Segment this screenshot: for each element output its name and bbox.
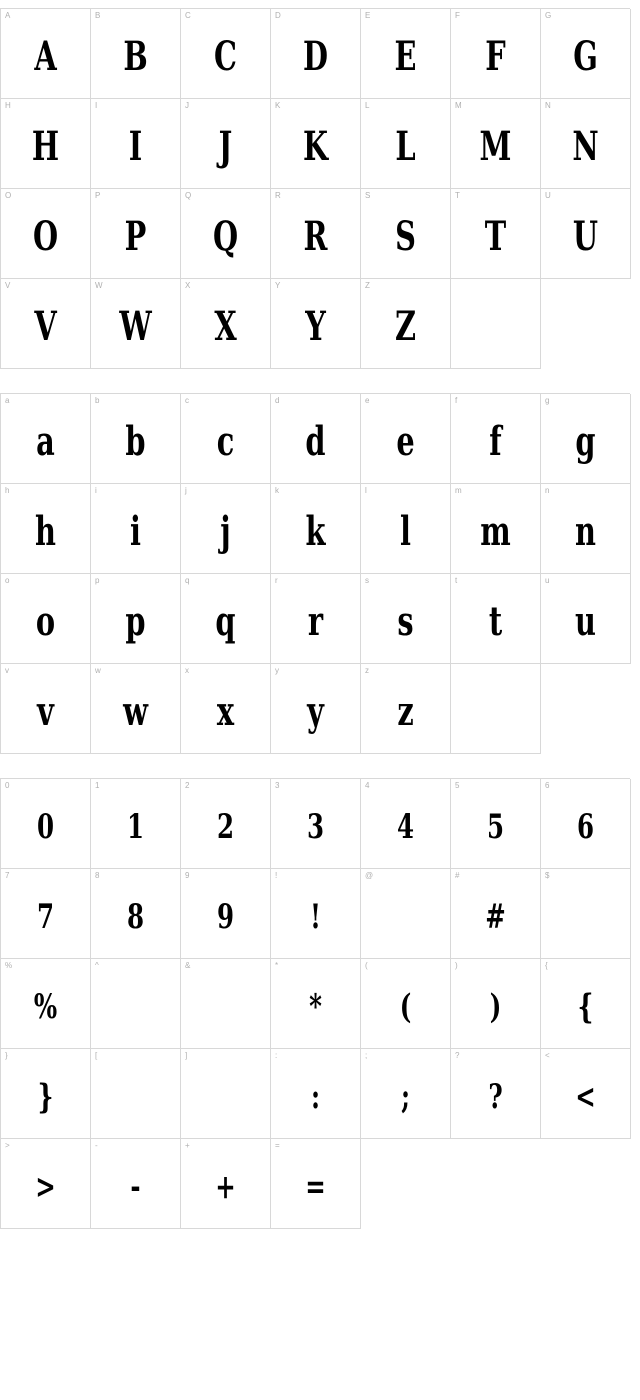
glyph-grid	[0, 778, 630, 1229]
glyph-cell-label: L	[365, 101, 370, 110]
glyph-cell-label: ?	[455, 1051, 460, 1060]
glyph-cell-label: r	[275, 576, 278, 585]
glyph-sections	[0, 8, 640, 1229]
glyph-cell[interactable]	[541, 574, 631, 664]
glyph-cell-character: 2	[216, 806, 235, 847]
glyph-cell-character: :	[310, 1076, 321, 1117]
glyph-cell-character: S	[395, 213, 416, 260]
section-gap	[0, 369, 640, 393]
glyph-cell[interactable]	[91, 484, 181, 574]
glyph-cell-character: f	[489, 418, 502, 465]
glyph-cell-character: e	[396, 418, 415, 465]
glyph-cell-label: A	[5, 11, 11, 20]
glyph-cell-character	[463, 279, 527, 368]
glyph-cell-character: 9	[216, 896, 235, 937]
glyph-cell-character	[193, 959, 257, 1048]
glyph-cell-label: p	[95, 576, 100, 585]
glyph-cell[interactable]	[181, 394, 271, 484]
glyph-cell-label: o	[5, 576, 10, 585]
glyph-cell-character: j	[220, 508, 231, 555]
glyph-cell-character: Y	[305, 303, 326, 350]
glyph-cell[interactable]	[451, 574, 541, 664]
glyph-cell-label: (	[365, 961, 368, 970]
glyph-cell[interactable]	[361, 1049, 451, 1139]
glyph-cell-label: 3	[275, 781, 280, 790]
glyph-cell-label: t	[455, 576, 458, 585]
glyph-cell[interactable]	[1, 189, 91, 279]
glyph-cell-character: %	[33, 986, 58, 1027]
glyph-cell-character: X	[214, 303, 237, 350]
glyph-cell-character: i	[130, 508, 141, 555]
glyph-cell-character: <	[575, 1076, 596, 1117]
glyph-cell-label: 2	[185, 781, 190, 790]
glyph-cell-label: 4	[365, 781, 370, 790]
glyph-cell[interactable]	[1, 779, 91, 869]
glyph-cell-label: K	[275, 101, 281, 110]
glyph-cell-label: D	[275, 11, 281, 20]
glyph-cell-character: H	[31, 123, 60, 170]
glyph-cell-label: ]	[185, 1051, 188, 1060]
grid-cell-blank	[541, 1139, 631, 1229]
glyph-cell[interactable]	[271, 869, 361, 959]
glyph-cell-character: Z	[394, 303, 417, 350]
glyph-section-digits-and-symbols	[0, 778, 640, 1229]
glyph-cell-label: 9	[185, 871, 190, 880]
glyph-cell[interactable]	[91, 394, 181, 484]
glyph-cell-label: j	[185, 486, 187, 495]
glyph-cell-character: -	[130, 1166, 141, 1207]
glyph-cell[interactable]	[181, 484, 271, 574]
glyph-cell-character: s	[397, 598, 414, 645]
glyph-cell[interactable]	[271, 664, 361, 754]
glyph-cell[interactable]	[1, 484, 91, 574]
glyph-cell-character: *	[309, 986, 322, 1027]
glyph-cell-label: Y	[275, 281, 281, 290]
glyph-cell[interactable]	[181, 869, 271, 959]
glyph-cell-label: v	[5, 666, 9, 675]
glyph-cell-character: I	[128, 123, 143, 170]
glyph-cell[interactable]	[181, 189, 271, 279]
glyph-cell-character: ;	[400, 1076, 411, 1117]
glyph-cell-character: D	[303, 33, 328, 80]
glyph-cell-character: r	[307, 598, 324, 645]
glyph-cell[interactable]	[91, 779, 181, 869]
glyph-cell[interactable]	[91, 664, 181, 754]
glyph-cell-character	[193, 1049, 257, 1138]
glyph-cell[interactable]	[271, 959, 361, 1049]
glyph-cell-label: T	[455, 191, 460, 200]
glyph-cell-character: M	[479, 123, 512, 170]
glyph-cell[interactable]	[541, 1049, 631, 1139]
glyph-cell-character: W	[119, 303, 152, 350]
glyph-cell-label: !	[275, 871, 278, 880]
glyph-cell-character: T	[484, 213, 507, 260]
glyph-cell-label: M	[455, 101, 462, 110]
glyph-cell-label: u	[545, 576, 550, 585]
glyph-cell-character: c	[216, 418, 235, 465]
glyph-cell[interactable]	[91, 99, 181, 189]
glyph-cell-character: (	[399, 986, 412, 1027]
glyph-cell[interactable]	[91, 189, 181, 279]
glyph-cell[interactable]	[361, 394, 451, 484]
glyph-cell[interactable]	[361, 189, 451, 279]
glyph-cell-label: N	[545, 101, 551, 110]
glyph-cell-character: 1	[126, 806, 145, 847]
glyph-cell[interactable]	[361, 99, 451, 189]
glyph-cell[interactable]	[1, 869, 91, 959]
glyph-cell-character: G	[573, 33, 598, 80]
glyph-cell-label: w	[95, 666, 101, 675]
glyph-cell[interactable]	[541, 484, 631, 574]
glyph-cell[interactable]	[451, 189, 541, 279]
glyph-cell[interactable]	[181, 279, 271, 369]
glyph-cell[interactable]	[451, 664, 541, 754]
glyph-cell[interactable]	[361, 279, 451, 369]
glyph-cell[interactable]	[91, 1049, 181, 1139]
glyph-cell-character: R	[303, 213, 328, 260]
glyph-cell-character	[103, 1049, 167, 1138]
glyph-cell-label: %	[5, 961, 13, 970]
glyph-cell-character: y	[307, 688, 324, 735]
glyph-cell-character: n	[575, 508, 596, 555]
glyph-cell-label: 5	[455, 781, 460, 790]
glyph-cell-label: @	[365, 871, 374, 880]
glyph-cell-character: ?	[488, 1076, 503, 1117]
grid-cell-blank	[361, 1139, 451, 1229]
glyph-cell-character: 6	[576, 806, 595, 847]
glyph-cell[interactable]	[361, 574, 451, 664]
glyph-cell-label: n	[545, 486, 550, 495]
glyph-cell-character: O	[32, 213, 59, 260]
glyph-cell[interactable]	[91, 574, 181, 664]
glyph-cell[interactable]	[181, 779, 271, 869]
glyph-cell[interactable]	[91, 1139, 181, 1229]
glyph-cell[interactable]	[361, 484, 451, 574]
glyph-cell-character: L	[395, 123, 416, 170]
glyph-cell-label: x	[185, 666, 189, 675]
glyph-cell-label: c	[185, 396, 189, 405]
glyph-cell-character: P	[124, 213, 147, 260]
glyph-cell[interactable]	[1, 1139, 91, 1229]
glyph-cell-label: 1	[95, 781, 100, 790]
grid-cell-blank	[541, 279, 631, 369]
glyph-cell[interactable]	[91, 869, 181, 959]
glyph-cell-character: 8	[126, 896, 145, 937]
glyph-cell-label: =	[275, 1141, 280, 1150]
glyph-cell[interactable]	[541, 394, 631, 484]
glyph-cell[interactable]	[361, 869, 451, 959]
glyph-cell-label: G	[545, 11, 552, 20]
glyph-cell-label: 0	[5, 781, 10, 790]
glyph-cell-character: z	[397, 688, 414, 735]
glyph-cell-character: k	[305, 508, 326, 555]
glyph-cell-character	[103, 959, 167, 1048]
glyph-cell-character: g	[575, 418, 596, 465]
glyph-cell-character: 0	[36, 806, 55, 847]
glyph-cell-character: w	[123, 688, 148, 735]
section-gap	[0, 754, 640, 778]
glyph-cell-character: }	[37, 1076, 54, 1117]
glyph-cell[interactable]	[541, 779, 631, 869]
glyph-cell-character: a	[36, 418, 55, 465]
glyph-cell-character	[553, 869, 617, 958]
glyph-cell[interactable]	[181, 574, 271, 664]
glyph-cell-label: $	[545, 871, 550, 880]
glyph-cell[interactable]	[451, 99, 541, 189]
glyph-cell-character: V	[34, 303, 57, 350]
glyph-cell[interactable]	[1, 664, 91, 754]
glyph-cell-label: F	[455, 11, 460, 20]
glyph-cell-label: [	[95, 1051, 98, 1060]
glyph-cell-character: J	[218, 123, 233, 170]
glyph-grid	[0, 8, 630, 369]
glyph-cell-character: u	[575, 598, 596, 645]
glyph-cell-label: a	[5, 396, 10, 405]
glyph-cell-character: >	[35, 1166, 56, 1207]
glyph-cell[interactable]	[271, 279, 361, 369]
glyph-cell[interactable]	[451, 959, 541, 1049]
glyph-cell-label: q	[185, 576, 190, 585]
glyph-cell[interactable]	[361, 9, 451, 99]
glyph-cell-label: -	[95, 1141, 98, 1150]
glyph-cell-label: P	[95, 191, 101, 200]
glyph-cell-label: }	[5, 1051, 8, 1060]
glyph-cell-label: )	[455, 961, 458, 970]
glyph-cell-label: J	[185, 101, 189, 110]
glyph-cell-character: 5	[486, 806, 505, 847]
glyph-cell-label: Q	[185, 191, 192, 200]
glyph-cell[interactable]	[1, 279, 91, 369]
glyph-cell-label: R	[275, 191, 281, 200]
glyph-cell[interactable]	[361, 959, 451, 1049]
glyph-cell-character: x	[216, 688, 235, 735]
glyph-cell[interactable]	[271, 9, 361, 99]
glyph-cell-character	[373, 869, 437, 958]
glyph-cell-label: ^	[95, 961, 99, 970]
glyph-cell-label: +	[185, 1141, 190, 1150]
glyph-cell-label: W	[95, 281, 103, 290]
grid-cell-blank	[541, 664, 631, 754]
glyph-cell-character: v	[37, 688, 54, 735]
glyph-cell-label: 6	[545, 781, 550, 790]
glyph-cell[interactable]	[271, 99, 361, 189]
glyph-cell-character: t	[488, 598, 503, 645]
glyph-cell[interactable]	[541, 189, 631, 279]
glyph-cell-character: U	[572, 213, 599, 260]
glyph-cell[interactable]	[91, 279, 181, 369]
glyph-cell-label: B	[95, 11, 101, 20]
glyph-cell[interactable]	[271, 574, 361, 664]
glyph-cell[interactable]	[451, 779, 541, 869]
glyph-cell[interactable]	[451, 279, 541, 369]
glyph-cell[interactable]	[91, 9, 181, 99]
glyph-cell-label: e	[365, 396, 370, 405]
glyph-cell-character: !	[310, 896, 321, 937]
glyph-cell[interactable]	[451, 869, 541, 959]
glyph-cell-character: C	[214, 33, 237, 80]
glyph-cell-character: q	[215, 598, 236, 645]
glyph-cell[interactable]	[541, 959, 631, 1049]
glyph-cell-label: C	[185, 11, 191, 20]
glyph-cell-label: s	[365, 576, 369, 585]
glyph-cell[interactable]	[271, 1049, 361, 1139]
glyph-cell-label: m	[455, 486, 462, 495]
glyph-cell[interactable]	[541, 9, 631, 99]
glyph-cell-label: ;	[365, 1051, 368, 1060]
glyph-cell[interactable]	[181, 99, 271, 189]
glyph-cell-label: E	[365, 11, 371, 20]
glyph-cell[interactable]	[271, 484, 361, 574]
glyph-cell-character: K	[302, 123, 329, 170]
glyph-cell[interactable]	[271, 779, 361, 869]
glyph-cell-character: N	[572, 123, 599, 170]
glyph-cell[interactable]	[181, 1139, 271, 1229]
glyph-cell-label: #	[455, 871, 460, 880]
glyph-cell-character: )	[489, 986, 502, 1027]
glyph-cell-character: =	[305, 1166, 326, 1207]
glyph-cell-label: :	[275, 1051, 278, 1060]
glyph-cell-label: U	[545, 191, 551, 200]
glyph-cell-character: d	[305, 418, 326, 465]
glyph-cell-label: &	[185, 961, 191, 970]
glyph-cell-character: B	[123, 33, 148, 80]
glyph-cell[interactable]	[1, 959, 91, 1049]
glyph-cell-character: b	[125, 418, 146, 465]
glyph-section-uppercase	[0, 8, 640, 369]
glyph-cell-character: #	[485, 896, 506, 937]
glyph-cell-character: 3	[306, 806, 325, 847]
glyph-cell-label: z	[365, 666, 369, 675]
glyph-cell-label: O	[5, 191, 12, 200]
glyph-grid	[0, 393, 630, 754]
glyph-cell-label: i	[95, 486, 97, 495]
glyph-cell-label: y	[275, 666, 279, 675]
glyph-cell-label: d	[275, 396, 280, 405]
glyph-cell-character: F	[485, 33, 506, 80]
glyph-cell-character: o	[35, 598, 56, 645]
glyph-cell[interactable]	[271, 1139, 361, 1229]
glyph-cell[interactable]	[271, 189, 361, 279]
glyph-cell-label: k	[275, 486, 279, 495]
glyph-cell-character: m	[480, 508, 511, 555]
glyph-cell[interactable]	[1, 1049, 91, 1139]
glyph-cell-label: 7	[5, 871, 10, 880]
glyph-cell[interactable]	[181, 664, 271, 754]
glyph-cell-character: p	[125, 598, 146, 645]
glyph-cell[interactable]	[1, 394, 91, 484]
glyph-section-lowercase	[0, 393, 640, 754]
glyph-cell-label: I	[95, 101, 98, 110]
glyph-cell-label: g	[545, 396, 550, 405]
top-spacer	[0, 0, 640, 8]
glyph-cell[interactable]	[181, 959, 271, 1049]
glyph-cell-character: l	[400, 508, 411, 555]
glyph-cell[interactable]	[361, 779, 451, 869]
glyph-cell-character: E	[394, 33, 417, 80]
glyph-cell[interactable]	[541, 869, 631, 959]
glyph-cell-label: S	[365, 191, 371, 200]
glyph-cell[interactable]	[451, 484, 541, 574]
glyph-cell[interactable]	[181, 9, 271, 99]
glyph-cell[interactable]	[271, 394, 361, 484]
glyph-cell[interactable]	[1, 9, 91, 99]
glyph-cell[interactable]	[91, 959, 181, 1049]
glyph-cell[interactable]	[181, 1049, 271, 1139]
glyph-cell-character: Q	[212, 213, 239, 260]
glyph-cell-label: >	[5, 1141, 10, 1150]
glyph-cell-label: l	[365, 486, 367, 495]
glyph-cell-character: 7	[36, 896, 55, 937]
glyph-cell-label: {	[545, 961, 548, 970]
glyph-cell-character: +	[215, 1166, 236, 1207]
glyph-cell-label: *	[275, 961, 279, 970]
glyph-cell-label: <	[545, 1051, 550, 1060]
glyph-cell[interactable]	[451, 1049, 541, 1139]
glyph-cell[interactable]	[451, 9, 541, 99]
glyph-cell-label: f	[455, 396, 458, 405]
glyph-cell[interactable]	[541, 99, 631, 189]
grid-cell-blank	[451, 1139, 541, 1229]
glyph-cell-label: Z	[365, 281, 370, 290]
glyph-cell[interactable]	[361, 664, 451, 754]
glyph-cell-character	[463, 664, 527, 753]
glyph-cell-character: 4	[396, 806, 415, 847]
glyph-cell-label: H	[5, 101, 11, 110]
glyph-cell-label: V	[5, 281, 11, 290]
glyph-cell[interactable]	[1, 574, 91, 664]
glyph-cell[interactable]	[451, 394, 541, 484]
glyph-cell-label: 8	[95, 871, 100, 880]
glyph-cell-character: A	[34, 33, 57, 80]
glyph-cell-label: h	[5, 486, 10, 495]
glyph-cell-character: {	[577, 986, 594, 1027]
glyph-cell[interactable]	[1, 99, 91, 189]
glyph-cell-label: b	[95, 396, 100, 405]
glyph-cell-character: h	[35, 508, 56, 555]
glyph-cell-label: X	[185, 281, 191, 290]
